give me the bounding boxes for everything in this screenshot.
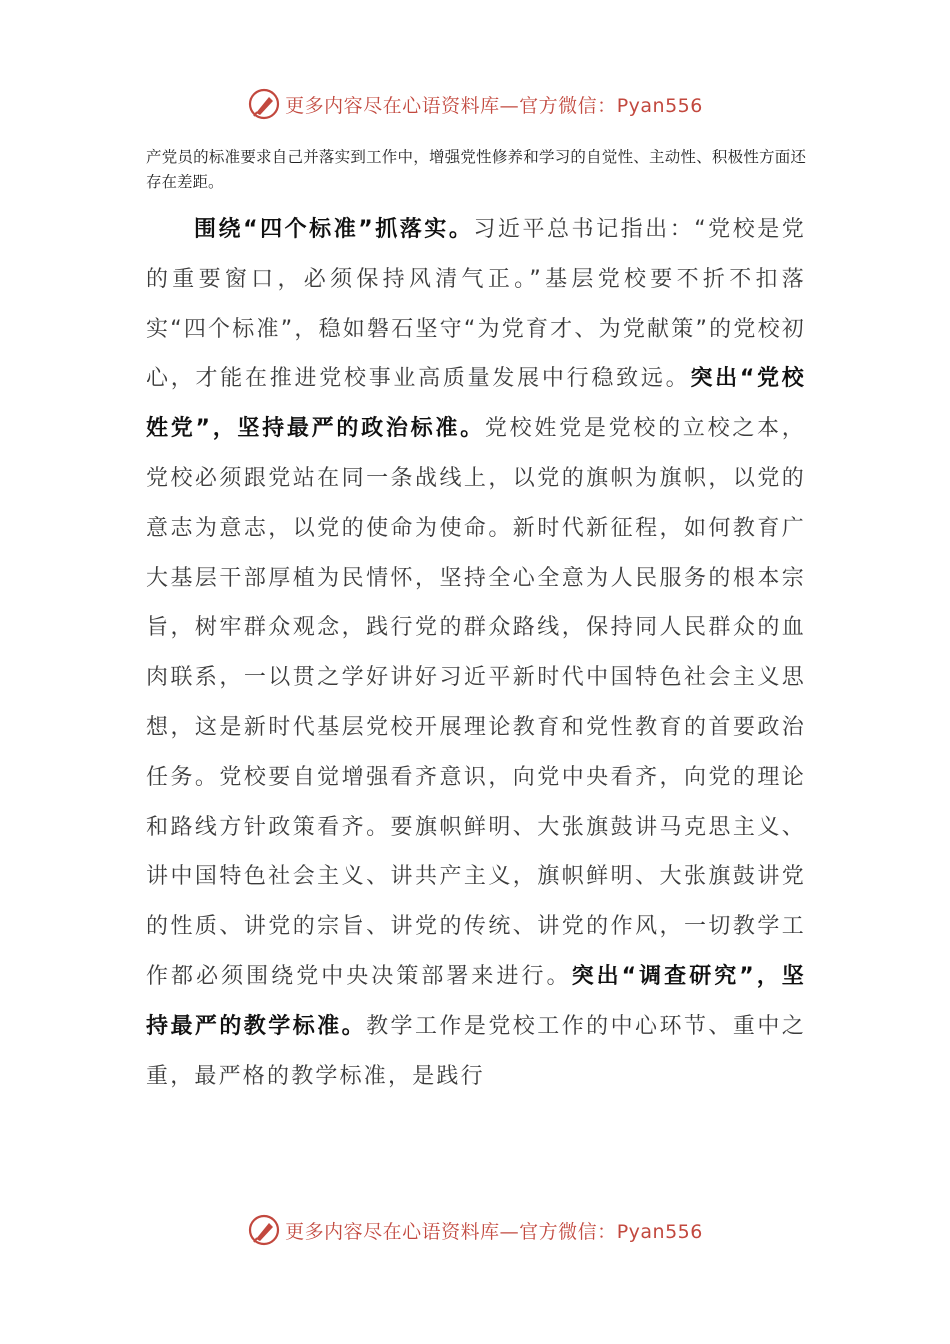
banner-text <box>285 91 703 118</box>
heading-political-standard: 突出“党校姓党”，坚持最严的政治标准。 <box>146 366 806 442</box>
banner-dash: — <box>499 1220 520 1243</box>
heading-four-standards: 围绕“四个标准”抓落实。 <box>194 217 474 242</box>
banner-brand: 更多内容尽在心语资料库 <box>285 94 500 117</box>
banner-wechat-label: 官方微信： <box>519 94 617 117</box>
banner-wechat-id: Pyan556 <box>616 1220 703 1243</box>
pen-nib-logo-icon <box>247 1213 281 1247</box>
banner-brand: 更多内容尽在心语资料库 <box>285 1220 500 1243</box>
header-banner <box>0 84 950 124</box>
banner-text <box>285 1217 703 1244</box>
banner-wechat-label: 官方微信： <box>519 1220 617 1243</box>
heading-teaching-standard: 突出“调查研究”，坚持最严的教学标准。 <box>146 963 806 1039</box>
text-teaching-standard: 教学工作是党校工作的中心环节、重中之重，最严格的教学标准，是践行 <box>146 1013 806 1089</box>
lead-text: 产党员的标准要求自己并落实到工作中，增强党性修养和学习的自觉性、主动性、积极性方面还存在差距。 <box>146 148 806 191</box>
text-four-standards: 习近平总书记指出：“党校是党的重要窗口，必须保持风清气正。”基层党校要不折不扣落实“四个标准”，稳如磐石坚守“为党育才、为党献策”的党校初心，才能在推进党校事业高质量发展中行稳致远。 <box>146 217 806 392</box>
pen-nib-logo-icon <box>247 87 281 121</box>
banner-wechat-id: Pyan556 <box>616 94 703 117</box>
body-paragraph <box>146 205 806 1101</box>
banner-dash: — <box>499 94 520 117</box>
text-political-standard: 党校姓党是党校的立校之本，党校必须跟党站在同一条战线上，以党的旗帜为旗帜，以党的意志为意志，以党的使命为使命。新时代新征程，如何教育广大基层干部厚植为民情怀，坚持全心全意为人民服务的根本宗旨，树牢群众观念，践行党的群众路线，保持同人民群众的血肉联系，一以贯之学好讲好习近平新时代中国特色社会主义思想，这是新时代基层党校开展理论教育和党性教育的首要政治任务。党校要自觉增强看齐意识，向党中央看齐，向党的理论和路线方针政策看齐。要旗帜鲜明、大张旗鼓讲马克思主义、讲中国特色社会主义、讲共产主义，旗帜鲜明、大张旗鼓讲党的性质、讲党的宗旨、讲党的传统、讲党的作风，一切教学工作都必须围绕党中央决策部署来进行。 <box>146 416 806 989</box>
footer-banner <box>0 1210 950 1250</box>
